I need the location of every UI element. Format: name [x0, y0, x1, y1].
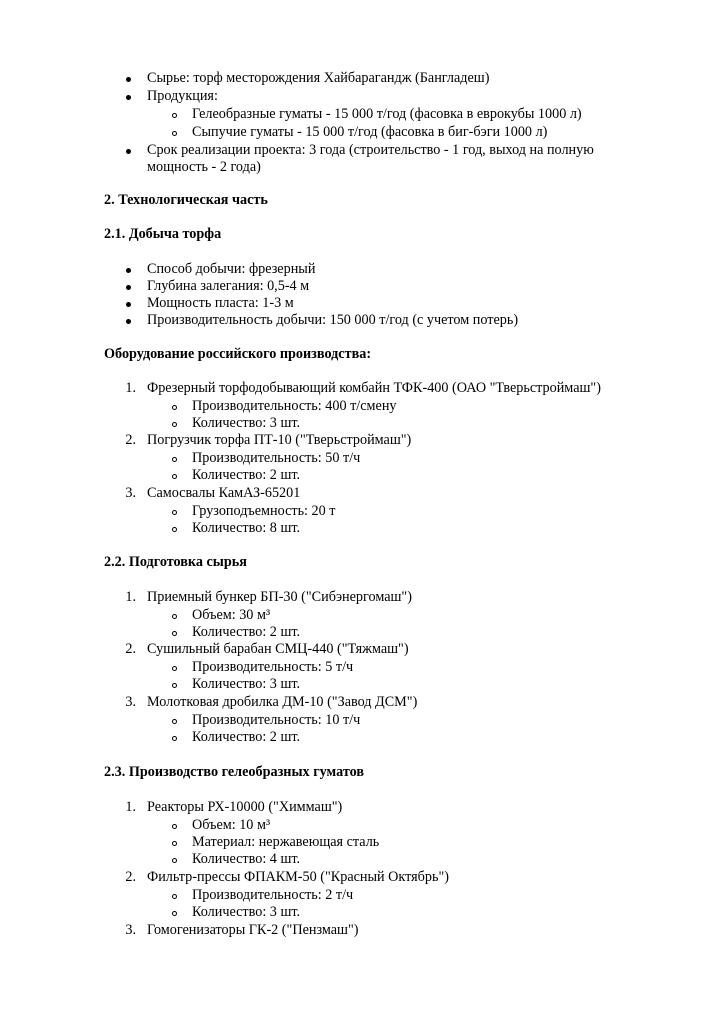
equipment-prop: Производительность: 50 т/ч	[192, 450, 361, 466]
equipment-name: Гомогенизаторы ГК-2 ("Пензмаш")	[147, 922, 359, 938]
bullet-icon	[126, 285, 131, 290]
equipment-prop: Производительность: 400 т/смену	[192, 398, 397, 414]
equipment-name: Фрезерный торфодобывающий комбайн ТФК-400 (ОАО "Тверьстроймаш")	[147, 380, 601, 396]
subsection-title: 2.3. Производство гелеобразных гуматов	[104, 764, 365, 780]
section-title: 2. Технологическая часть	[104, 192, 268, 208]
term-line-continued: мощность - 2 года)	[147, 159, 261, 175]
product-item: Сыпучие гуматы - 15 000 т/год (фасовка в биг-бэги 1000 л)	[192, 124, 548, 140]
list-item: Мощность пласта: 1-3 м	[147, 295, 294, 311]
bullet-icon	[126, 268, 131, 273]
equipment-name: Самосвалы КамАЗ-65201	[147, 485, 301, 501]
equipment-prop: Количество: 2 шт.	[192, 467, 301, 483]
circle-bullet-icon	[172, 527, 177, 532]
list-number: 3.	[125, 485, 136, 501]
circle-bullet-icon	[172, 841, 177, 846]
list-number: 3.	[125, 922, 136, 938]
bullet-icon	[126, 319, 131, 324]
circle-bullet-icon	[172, 614, 177, 619]
bullet-icon	[126, 95, 131, 100]
list-number: 1.	[125, 589, 136, 605]
equipment-name: Сушильный барабан СМЦ-440 ("Тяжмаш")	[147, 641, 409, 657]
circle-bullet-icon	[172, 666, 177, 671]
raw-material-line: Сырье: торф месторождения Хайбарагандж (Бангладеш)	[147, 70, 490, 86]
equipment-prop: Производительность: 2 т/ч	[192, 887, 354, 903]
circle-bullet-icon	[172, 894, 177, 899]
equipment-prop: Количество: 2 шт.	[192, 624, 301, 640]
list-item: Способ добычи: фрезерный	[147, 261, 316, 277]
subsection-title: 2.1. Добыча торфа	[104, 226, 222, 242]
products-label: Продукция:	[147, 88, 218, 104]
subsection-title: 2.2. Подготовка сырья	[104, 554, 247, 570]
circle-bullet-icon	[172, 457, 177, 462]
circle-bullet-icon	[172, 858, 177, 863]
equipment-name: Погрузчик торфа ПТ-10 ("Тверьстроймаш")	[147, 432, 412, 448]
product-item: Гелеобразные гуматы - 15 000 т/год (фасовка в еврокубы 1000 л)	[192, 106, 582, 122]
circle-bullet-icon	[172, 422, 177, 427]
equipment-prop: Материал: нержавеющая сталь	[192, 834, 380, 850]
bullet-icon	[126, 149, 131, 154]
equipment-prop: Количество: 3 шт.	[192, 415, 301, 431]
list-number: 1.	[125, 380, 136, 396]
list-item: Глубина залегания: 0,5-4 м	[147, 278, 310, 294]
equipment-prop: Количество: 3 шт.	[192, 904, 301, 920]
equipment-prop: Грузоподъемность: 20 т	[192, 503, 336, 519]
equipment-prop: Количество: 4 шт.	[192, 851, 301, 867]
circle-bullet-icon	[172, 911, 177, 916]
equipment-prop: Количество: 3 шт.	[192, 676, 301, 692]
equipment-prop: Объем: 30 м³	[192, 607, 271, 623]
bullet-icon	[126, 77, 131, 82]
circle-bullet-icon	[172, 824, 177, 829]
circle-bullet-icon	[172, 631, 177, 636]
equipment-title: Оборудование российского производства:	[104, 346, 372, 362]
list-number: 1.	[125, 799, 136, 815]
circle-bullet-icon	[172, 405, 177, 410]
list-number: 2.	[125, 641, 136, 657]
circle-bullet-icon	[172, 736, 177, 741]
equipment-name: Молотковая дробилка ДМ-10 ("Завод ДСМ")	[147, 694, 418, 710]
equipment-prop: Количество: 2 шт.	[192, 729, 301, 745]
equipment-name: Реакторы РХ-10000 ("Химмаш")	[147, 799, 343, 815]
list-item: Производительность добычи: 150 000 т/год (с учетом потерь)	[147, 312, 519, 328]
circle-bullet-icon	[172, 719, 177, 724]
equipment-name: Приемный бункер БП-30 ("Сибэнергомаш")	[147, 589, 412, 605]
circle-bullet-icon	[172, 474, 177, 479]
equipment-prop: Производительность: 10 т/ч	[192, 712, 361, 728]
bullet-icon	[126, 302, 131, 307]
equipment-name: Фильтр-прессы ФПАКМ-50 ("Красный Октябрь")	[147, 869, 449, 885]
list-number: 2.	[125, 869, 136, 885]
equipment-prop: Производительность: 5 т/ч	[192, 659, 354, 675]
list-number: 3.	[125, 694, 136, 710]
list-number: 2.	[125, 432, 136, 448]
circle-bullet-icon	[172, 683, 177, 688]
circle-bullet-icon	[172, 113, 177, 118]
term-line: Срок реализации проекта: 3 года (строительство - 1 год, выход на полную	[147, 142, 594, 158]
equipment-prop: Количество: 8 шт.	[192, 520, 301, 536]
equipment-prop: Объем: 10 м³	[192, 817, 271, 833]
circle-bullet-icon	[172, 510, 177, 515]
circle-bullet-icon	[172, 131, 177, 136]
